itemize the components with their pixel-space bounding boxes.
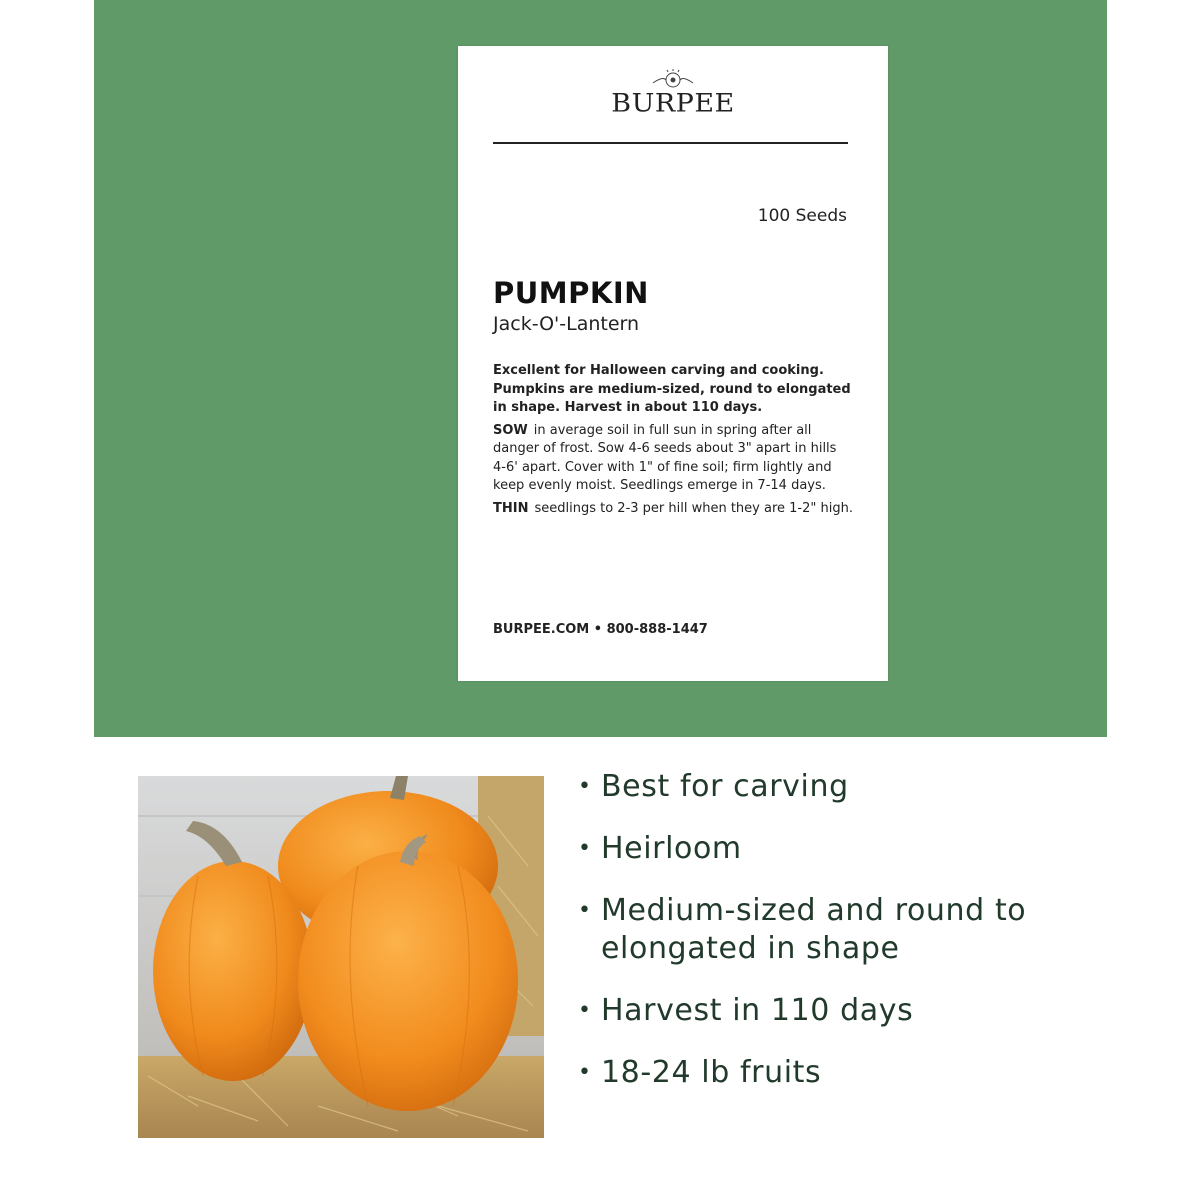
thin-instructions (493, 500, 853, 519)
description-text: Excellent for Halloween carving and cooking. Pumpkins are medium-sized, round to elongated in shape. Harvest in about 110 days. (493, 363, 851, 415)
bullet: • (578, 836, 592, 861)
thin-text: seedlings to 2-3 per hill when they are 1-2" high. (534, 500, 853, 516)
feature-text: Heirloom (601, 831, 742, 866)
green-background-panel (94, 0, 1107, 737)
list-item (578, 892, 1178, 968)
thin-label: THIN (493, 500, 529, 516)
list-item (578, 992, 1178, 1030)
feature-text: 18-24 lb fruits (601, 1055, 822, 1090)
feature-text: Best for carving (601, 769, 849, 804)
brand-name: BURPEE (611, 89, 735, 118)
seed-count: 100 Seeds (757, 206, 847, 226)
sow-text: in average soil in full sun in spring after all danger of frost. Sow 4-6 seeds about 3" apart in hills 4-6' apart. Cover with 1" of fine soil; firm lightly and keep evenly moist. Seedlings emerge in 7-14 days. (493, 422, 837, 493)
list-item (578, 1054, 1178, 1092)
feature-text: Medium-sized and round to elongated in shape (601, 893, 1027, 966)
feature-text: Harvest in 110 days (601, 993, 914, 1028)
variety-name: Jack-O'-Lantern (493, 313, 640, 335)
feature-list (578, 768, 1178, 1116)
pumpkin-photo (138, 776, 544, 1138)
list-item (578, 768, 1178, 806)
bullet: • (578, 898, 592, 923)
brand-logo (458, 68, 888, 119)
seed-packet (458, 46, 888, 681)
packet-description (493, 362, 853, 522)
product-title: PUMPKIN (493, 276, 649, 310)
bullet: • (578, 1060, 592, 1085)
bullet: • (578, 998, 592, 1023)
contact-info: BURPEE.COM • 800-888-1447 (493, 622, 708, 637)
divider-line (493, 142, 848, 144)
sow-label: SOW (493, 422, 528, 438)
list-item (578, 830, 1178, 868)
bullet: • (578, 774, 592, 799)
sow-instructions (493, 422, 853, 496)
